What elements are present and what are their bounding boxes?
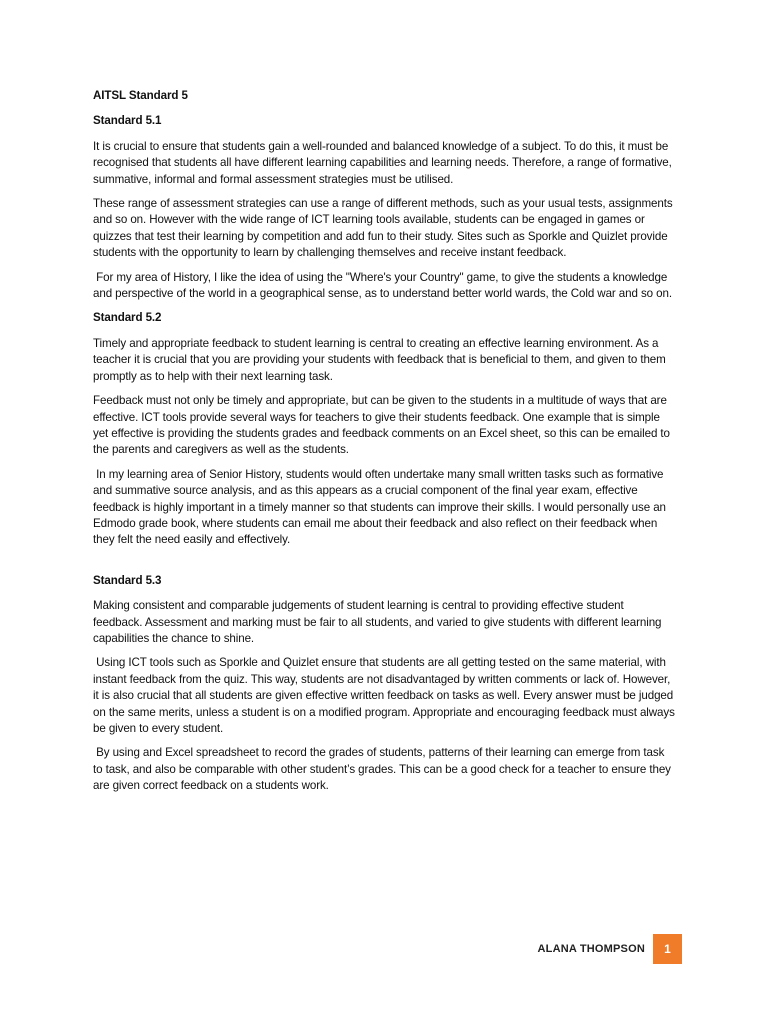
document-body — [93, 88, 678, 803]
paragraph: Feedback must not only be timely and appropriate, but can be given to the students in a multitude of ways that are effective. ICT tools provide several ways for teachers to give their students feedback. One example that is simple yet effective is providing the students grades and feedback comments on an Excel sheet, so this can be emailed to the parents and caregivers as well as the students. — [93, 394, 670, 457]
paragraph: Using ICT tools such as Sporkle and Quizlet ensure that students are all getting tested on the same material, with instant feedback from the quiz. This way, students are not disadvantaged by written comments or lack of. However, it is also crucial that all students are given effective written feedback on tasks as well. Every answer must be judged on the same merits, unless a student is on a modified program. Appropriate and encouraging feedback must always be given to every student. — [93, 656, 678, 735]
paragraph: These range of assessment strategies can use a range of different methods, such as your usual tests, assignments and so on. However with the wide range of ICT learning tools available, students can be engaged in games or quizzes that test their learning by competition and add fun to their study. Sites such as Sporkle and Quizlet provide students with the opportunity to learn by challenging themselves and receive instant feedback. — [93, 197, 673, 260]
footer-author: ALANA THOMPSON — [537, 943, 645, 955]
paragraph: By using and Excel spreadsheet to record the grades of students, patterns of their learning can emerge from task to task, and also be comparable with other student’s grades. This can be a good check for a teacher to ensure they are given correct feedback on a students work. — [93, 746, 675, 793]
page-number-badge: 1 — [653, 934, 682, 964]
section-heading-5-2: Standard 5.2 — [93, 311, 162, 325]
section-heading-5-1: Standard 5.1 — [93, 114, 162, 128]
paragraph: For my area of History, I like the idea of using the "Where's your Country" game, to give the students a knowledge and perspective of the world in a geographical sense, as to understand better world wards, the Cold war and so on. — [93, 270, 672, 301]
blank-line — [93, 557, 675, 573]
document-title: AITSL Standard 5 — [93, 89, 188, 102]
page-footer — [538, 934, 683, 964]
section-heading-5-3: Standard 5.3 — [93, 573, 162, 587]
paragraph: Making consistent and comparable judgements of student learning is central to providing effective student feedback. Assessment and marking must be fair to all students, and varied to give students with different learning capabilities the chance to shine. — [93, 599, 662, 645]
paragraph: It is crucial to ensure that students gain a well-rounded and balanced knowledge of a subject. To do this, it must be recognised that students all have different learning capabilities and learning needs. Therefore, a range of formative, summative, informal and formal assessment strategies must be utilised. — [93, 139, 672, 186]
paragraph: Timely and appropriate feedback to student learning is central to creating an effective learning environment. As a teacher it is crucial that you are providing your students with feedback that is beneficial to them, and given to them promptly as to help with their next learning task. — [93, 336, 666, 383]
paragraph: In my learning area of Senior History, students would often undertake many small written tasks such as formative and summative source analysis, and as this appears as a crucial component of the final year exam, effective feedback is highly important in a timely manner so that students can improve their skills. I would personally use an Edmodo grade book, where students can email me about their feedback and also reflect on their feedback when they felt the need easily and effectively. — [93, 467, 670, 547]
